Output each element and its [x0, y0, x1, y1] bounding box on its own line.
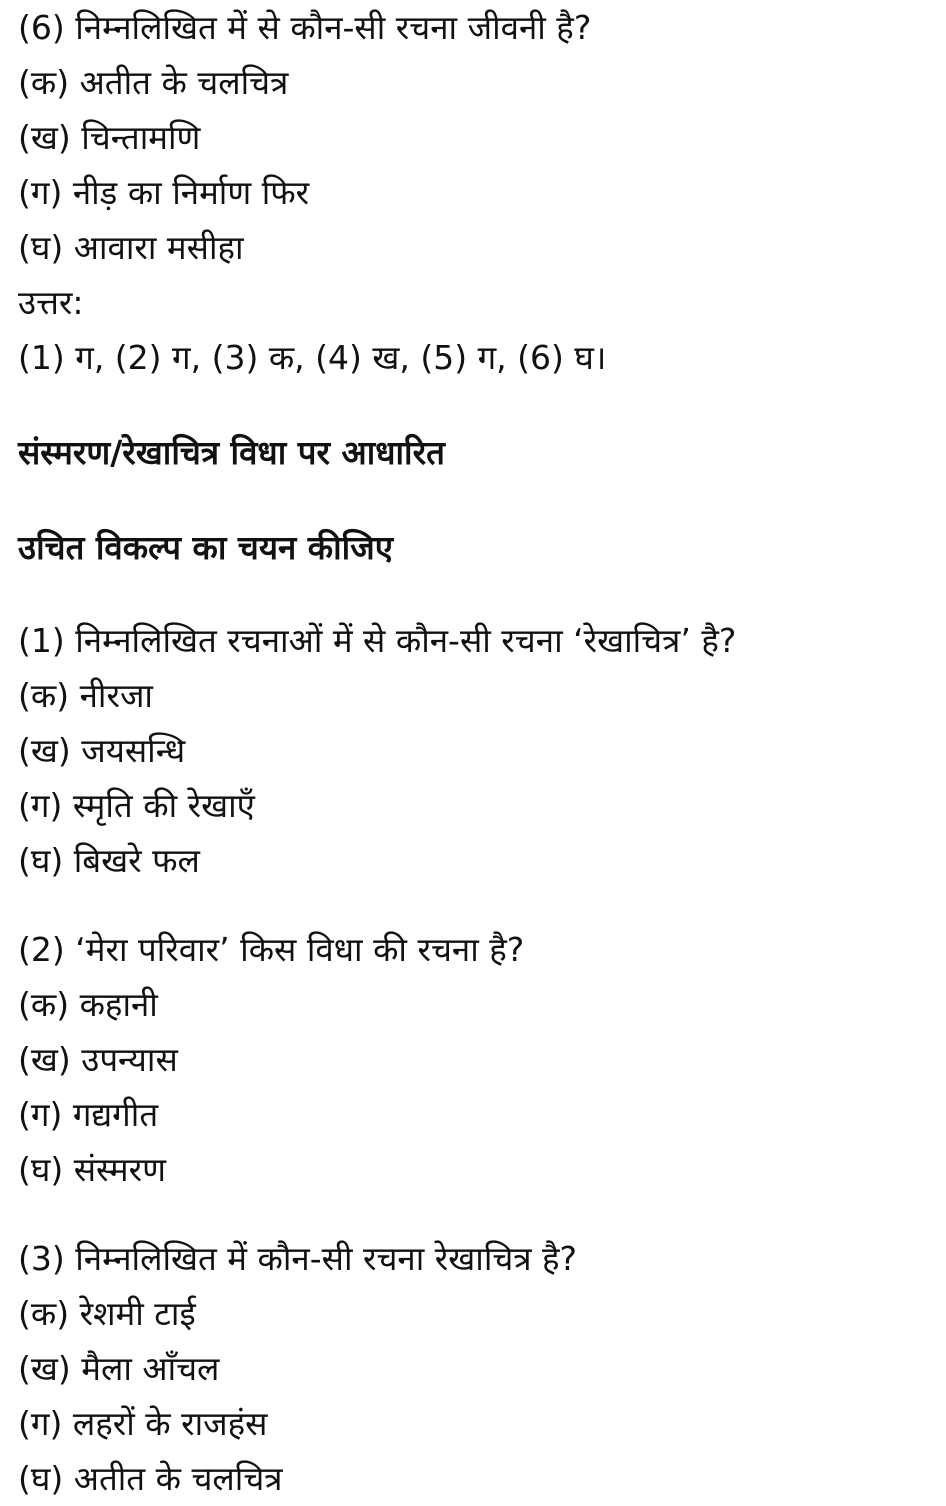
question-text: (6) निम्नलिखित में से कौन-सी रचना जीवनी है? [18, 8, 592, 47]
option-ka: (क) रेशमी टाई [18, 1294, 196, 1333]
option-kha: (ख) चिन्तामणि [18, 118, 201, 157]
section-title: संस्मरण/रेखाचित्र विधा पर आधारित [18, 433, 445, 472]
option-gha: (घ) बिखरे फल [18, 841, 200, 880]
question-block-2 [18, 922, 938, 1197]
section-instruction: उचित विकल्प का चयन कीजिए [18, 528, 393, 567]
option-ka: (क) अतीत के चलचित्र [18, 63, 289, 102]
document-page [18, 0, 938, 1506]
option-kha: (ख) उपन्यास [18, 1040, 178, 1079]
option-kha: (ख) जयसन्धि [18, 731, 186, 770]
question-block-3 [18, 1231, 938, 1506]
option-ka: (क) कहानी [18, 985, 158, 1024]
option-ga: (ग) गद्यगीत [18, 1095, 159, 1134]
question-block-1 [18, 613, 938, 888]
question-text: (1) निम्नलिखित रचनाओं में से कौन-सी रचना ‘रेखाचित्र’ है? [18, 621, 737, 660]
option-ga: (ग) लहरों के राजहंस [18, 1404, 268, 1443]
option-ga: (ग) स्मृति की रेखाएँ [18, 786, 255, 825]
option-gha: (घ) अतीत के चलचित्र [18, 1459, 283, 1498]
option-ga: (ग) नीड़ का निर्माण फिर [18, 173, 310, 212]
prev-question-block [18, 0, 938, 385]
option-gha: (घ) आवारा मसीहा [18, 228, 244, 267]
option-kha: (ख) मैला आँचल [18, 1349, 220, 1388]
answer-text: (1) ग, (2) ग, (3) क, (4) ख, (5) ग, (6) घ। [18, 338, 607, 377]
option-gha: (घ) संस्मरण [18, 1150, 166, 1189]
answer-label: उत्तर: [18, 283, 84, 322]
question-text: (3) निम्नलिखित में कौन-सी रचना रेखाचित्र है? [18, 1239, 578, 1278]
option-ka: (क) नीरजा [18, 676, 153, 715]
question-text: (2) ‘मेरा परिवार’ किस विधा की रचना है? [18, 930, 525, 969]
